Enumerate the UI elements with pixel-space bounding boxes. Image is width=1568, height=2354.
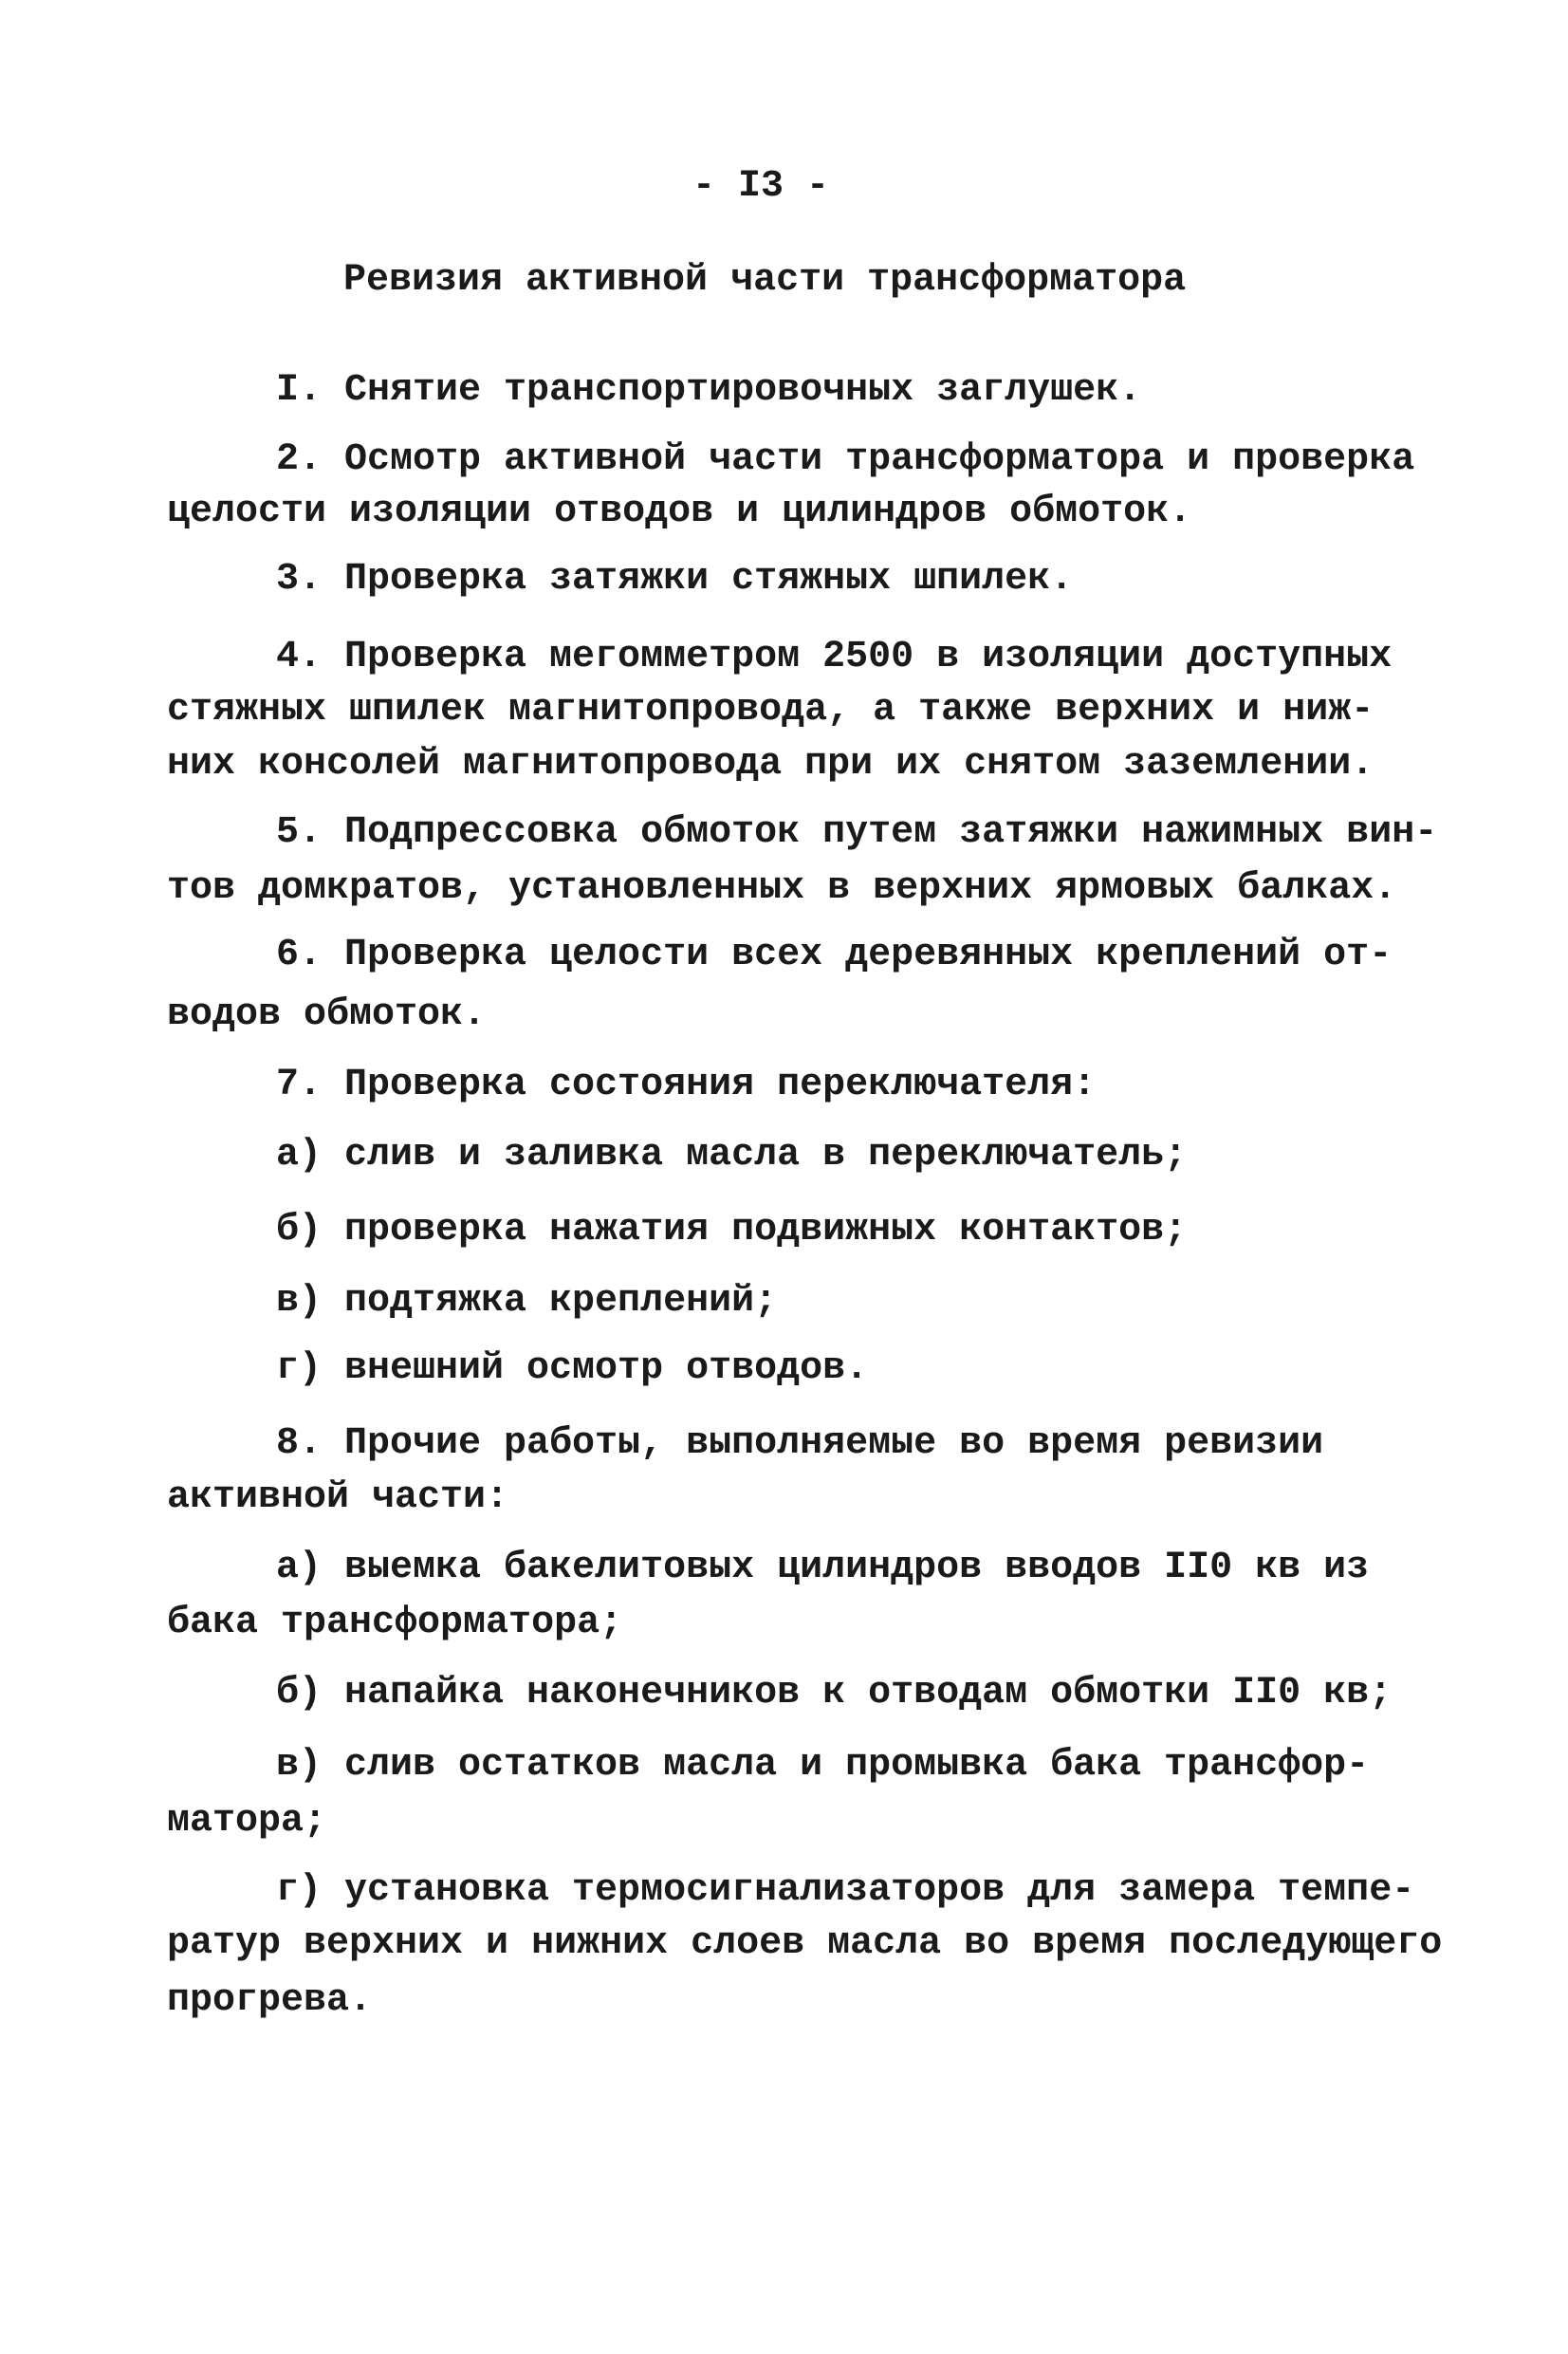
list-item-8: 8. Прочие работы, выполняемые во время ревизии	[276, 1422, 1324, 1465]
sub-item-7a: а) слив и заливка масла в переключатель;	[276, 1134, 1188, 1177]
sub-item-7b: б) проверка нажатия подвижных контактов;	[276, 1209, 1188, 1251]
sub-item-7d: г) внешний осмотр отводов.	[276, 1347, 869, 1390]
list-item-4-cont: стяжных шпилек магнитопровода, а также верхних и ниж-	[167, 689, 1374, 732]
list-item-5: 5. Подпрессовка обмоток путем затяжки нажимных вин-	[276, 811, 1438, 854]
sub-item-8c-cont: матора;	[167, 1800, 327, 1843]
list-item-2: 2. Осмотр активной части трансформатора и проверка	[276, 438, 1415, 481]
section-title: Ревизия активной части трансформатора	[343, 259, 1187, 302]
list-item-6: 6. Проверка целости всех деревянных креплений от-	[276, 934, 1393, 976]
list-item-4: 4. Проверка мегомметром 2500 в изоляции доступных	[276, 636, 1393, 678]
sub-item-8a-cont: бака трансформатора;	[167, 1602, 623, 1644]
sub-item-8a: а) выемка бакелитовых цилиндров вводов II0 кв из	[276, 1547, 1370, 1589]
list-item-6-cont: водов обмоток.	[167, 993, 487, 1036]
list-item-1: I. Снятие транспортировочных заглушек.	[276, 369, 1142, 412]
list-item-3: 3. Проверка затяжки стяжных шпилек.	[276, 558, 1074, 601]
list-item-5-cont: тов домкратов, установленных в верхних ярмовых балках.	[167, 867, 1397, 910]
list-item-2-cont: целости изоляции отводов и цилиндров обмоток.	[167, 491, 1192, 533]
page-number: - I3 -	[692, 165, 830, 208]
sub-item-8d-cont: прогрева.	[167, 1979, 373, 2022]
sub-item-8c: в) слив остатков масла и промывка бака трансфор-	[276, 1744, 1370, 1787]
list-item-8-cont: активной части:	[167, 1476, 509, 1519]
list-item-4-cont: них консолей магнитопровода при их снятом заземлении.	[167, 743, 1374, 786]
sub-item-8d: г) установка термосигнализаторов для замера темпе-	[276, 1869, 1415, 1912]
sub-item-7c: в) подтяжка креплений;	[276, 1280, 778, 1323]
list-item-7: 7. Проверка состояния переключателя:	[276, 1064, 1097, 1106]
sub-item-8b: б) напайка наконечников к отводам обмотки II0 кв;	[276, 1672, 1393, 1715]
sub-item-8d-cont: ратур верхних и нижних слоев масла во время последующего	[167, 1922, 1443, 1965]
